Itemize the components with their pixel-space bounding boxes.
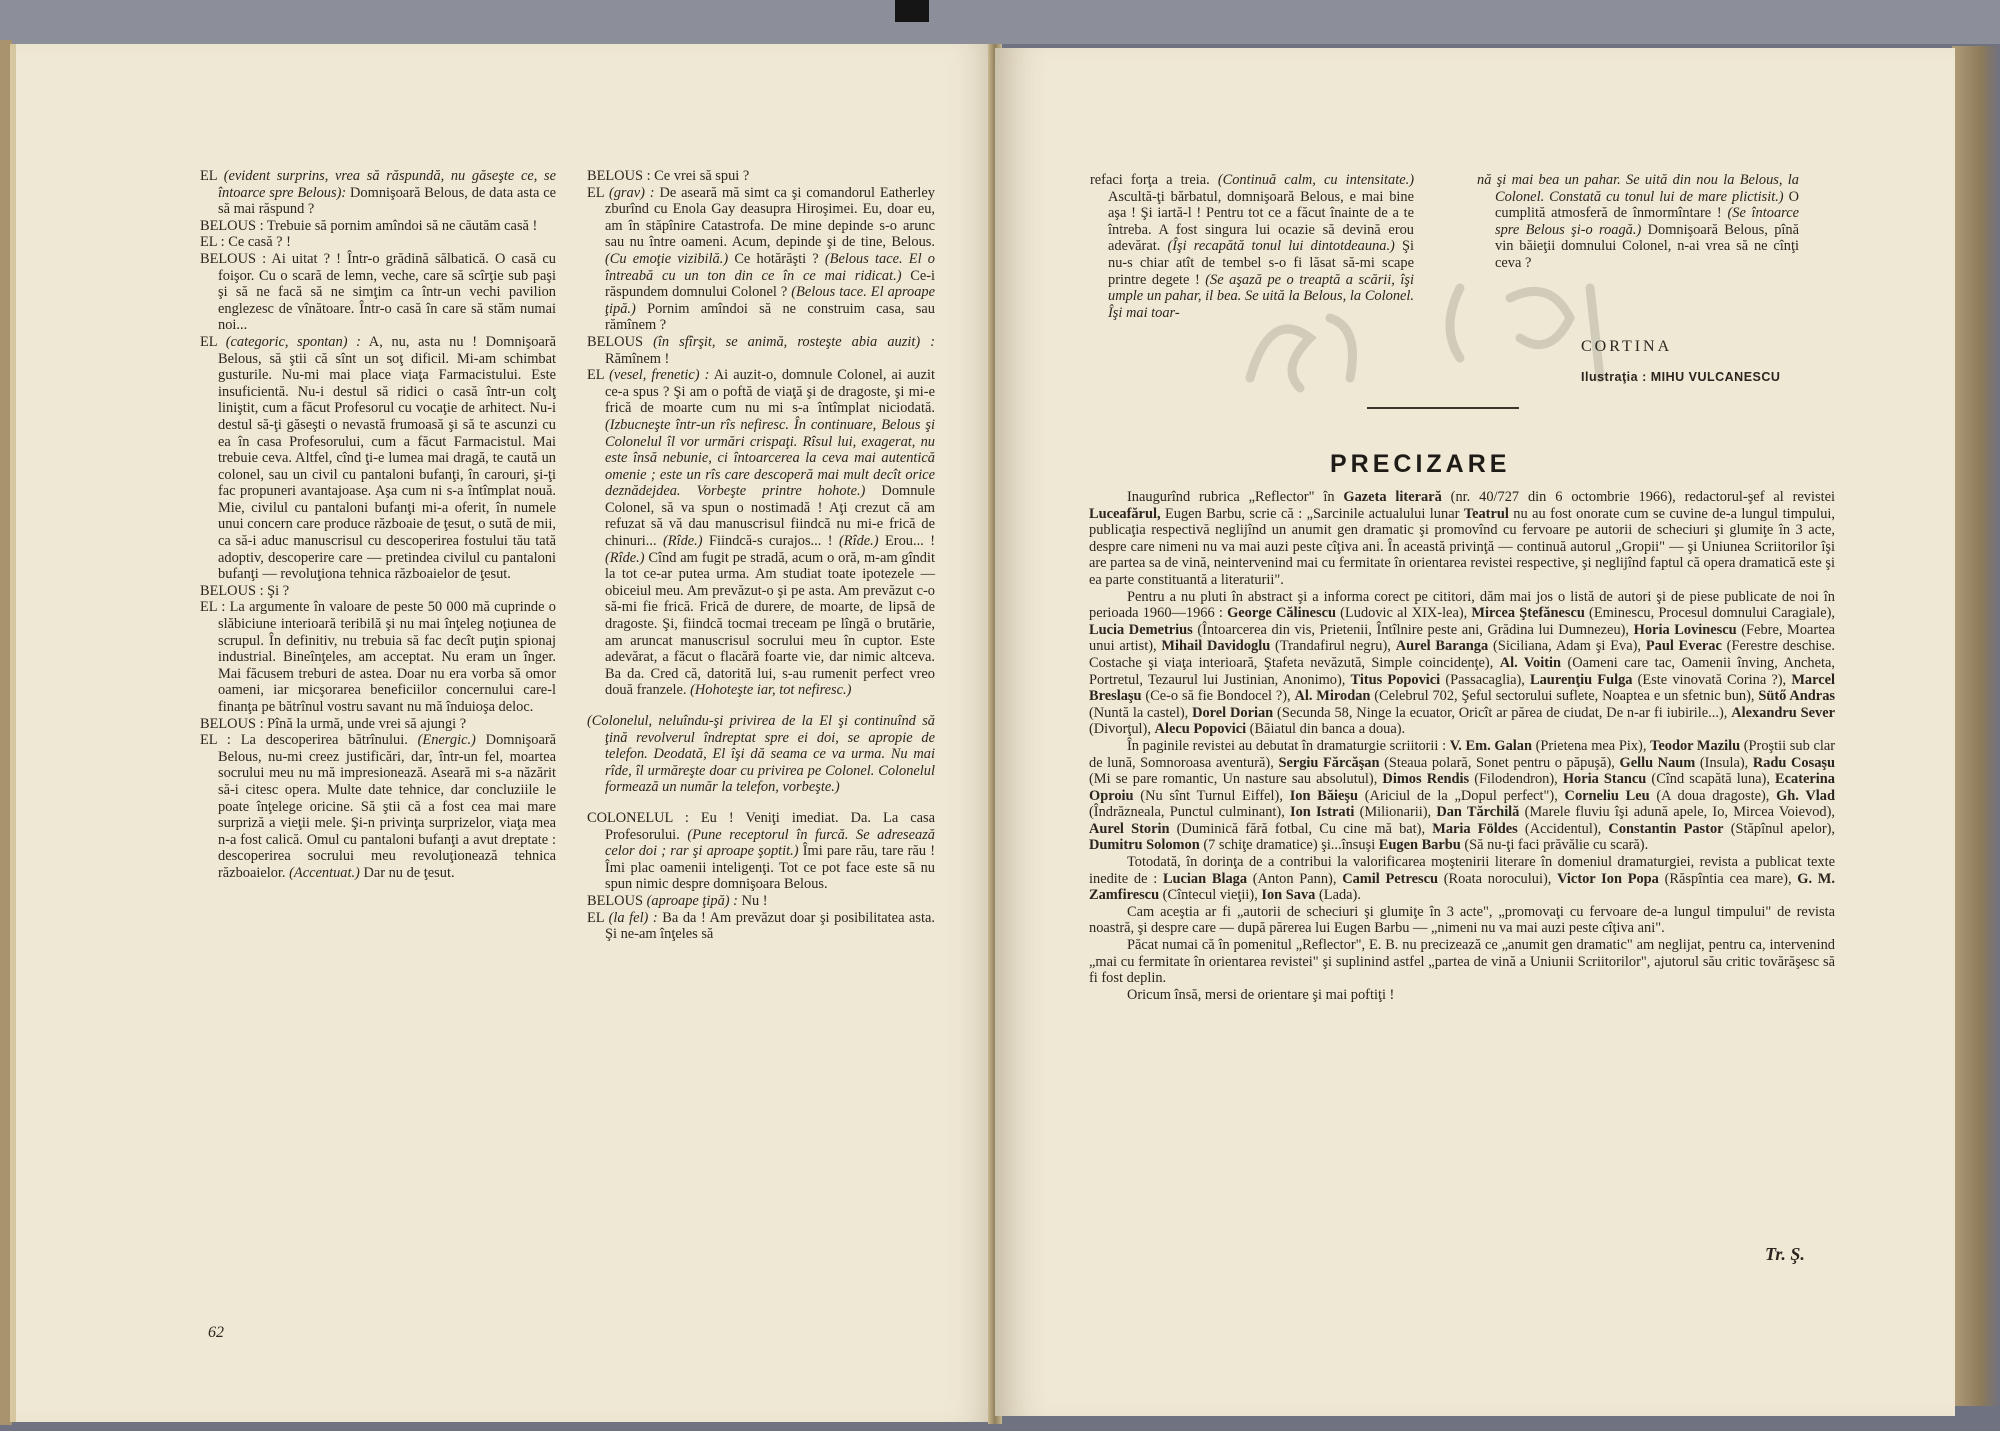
- article-text: nu au fost onorate cum se cuvine de-a lungul timpului, publicaţia respectivă neglijînd un anumit gen dramatic şi promovînd cu fervoare pe autorii de scheciuri şi glumiţe în 3 acte, despre care nimeni nu va mai auzi peste cîţiva ani. În această privinţă — continuă autorul „Gropii" — şi Uniunea Scriitorilor îşi are partea sa de vină, neintervenind mai cu fermitate în orientarea revistei respective, şi neglijînd faptul că opera dramatică este şi ea parte constituantă a literaturii".: [1089, 505, 1835, 588]
- stage-direction: (Accentuat.): [289, 864, 360, 881]
- dialogue-text: Domnişoară Belous, nu-mi creez justificări, dar, într-un fel, moartea socrului meu nu mă impresionează. Aseară mi s-a năzărit să-i citesc opera. Multe date tehnice, dar concluziile le poate înţelege oricine. Să ştii că a fost cea mai mare surpriză a vieţii mele. Şi-n privinţa surprizelor, viaţa mea n-a fost calică. Omul cu pantaloni bufanţi a avut dreptate : descoperirea socrului meu revoluţionează tehnica războaielor.: [218, 732, 557, 881]
- dialogue-text: Dar nu de ţesut.: [359, 864, 455, 881]
- dialogue-paragraph: [587, 713, 935, 796]
- author-name: Mihail Davidoglu: [1161, 638, 1271, 655]
- dialogue-text: Îmi pare rău, tare rău ! Îmi plac oamenii inteligenţi. Tot ce pot face este să nu spun nimic despre domnişoara Belous.: [605, 843, 935, 893]
- author-name: Gellu Naum: [1619, 754, 1696, 771]
- dialogue-text: De aseară mă simt ca şi comandorul Eatherley zburînd cu Enola Gay deasupra Hiroşimei. Eu, doar eu, am în stăpînire Catastrofa. De mine depinde s-o arunc sau nu între oameni. Acum, depinde şi de tine, Belous.: [605, 184, 935, 251]
- article-text: (Cîntecul vieţii),: [1159, 887, 1262, 904]
- author-name: Teatrul: [1463, 505, 1509, 522]
- left-page: [10, 44, 1001, 1422]
- stage-direction: (Hohoteşte iar, tot nefiresc.): [690, 682, 852, 699]
- article-body: [1089, 489, 1835, 1003]
- article-text: (Passacaglia),: [1440, 671, 1531, 688]
- author-name: V. Em. Galan: [1449, 737, 1532, 754]
- article-text: Pentru a nu pluti în abstract şi a informa corect pe cititori, dăm mai jos o listă de autori şi de piese publicate de noi în perioada 1960—1966 :: [1089, 588, 1835, 622]
- author-name: Maria Földes: [1432, 820, 1518, 837]
- right-page-column-1: [1090, 172, 1414, 321]
- author-name: Sütő Andras: [1758, 688, 1835, 705]
- article-text: (Ariciul de la „Dopul perfect"),: [1358, 787, 1565, 804]
- dialogue-paragraph: [200, 168, 556, 218]
- stage-direction: (Îşi recapătă tonul lui dintotdeauna.): [1167, 238, 1395, 255]
- stage-direction: (Se întoarce spre Belous şi-o roagă.): [1495, 205, 1799, 238]
- stage-direction: (Continuă calm, cu intensitate.): [1217, 172, 1414, 188]
- dialogue-text: EL: [200, 168, 224, 184]
- article-paragraph: [1089, 738, 1835, 854]
- article-paragraph: [1089, 489, 1835, 589]
- dialogue-text: Nu !: [737, 892, 768, 909]
- author-name: Eugen Barbu: [1378, 837, 1461, 854]
- dialogue-text: EL: [587, 367, 610, 384]
- article-text: (Să nu-ţi faci prăvălie cu scară).: [1460, 837, 1649, 854]
- article-text: În paginile revistei au debutat în dramaturgie scriitorii :: [1127, 737, 1450, 754]
- dialogue-paragraph: [587, 185, 935, 334]
- author-name: Al. Mirodan: [1294, 688, 1371, 705]
- article-text: (Băiatul din banca a doua).: [1246, 721, 1406, 738]
- author-name: Luceafărul,: [1089, 505, 1161, 522]
- dialogue-text: Domnişoară Belous, pînă vin băieţii domnului Colonel, n-ai vrea să ne cînţi ceva ?: [1495, 221, 1799, 271]
- author-name: Aurel Baranga: [1395, 638, 1489, 655]
- left-page-column-1: [200, 168, 556, 882]
- article-text: (Îndrăzneala, Punctul culminant),: [1089, 804, 1291, 821]
- article-paragraph: [1089, 854, 1835, 904]
- illustration-credit: Ilustraţia : MIHU VULCANESCU: [1581, 370, 1781, 384]
- stage-direction: (la fel) :: [608, 909, 658, 926]
- dialogue-text: EL : Ce casă ? !: [200, 234, 291, 251]
- dialogue-text: Pornim amîndoi să ne construim casa, sau rămînem ?: [605, 300, 935, 334]
- stage-direction: (Izbucneşte într-un rîs nefiresc. În continuare, Belous şi Colonelul îl vor urmări crispaţi. Rîsul lui, exagerat, nu este însă nebunie, ci întoarcerea la ceva mai autentică omenie ; este un rîs care descoperă mai mult decît orice deznădejdea. Vorbeşte printre hohote.): [605, 416, 935, 500]
- article-text: (Marele fluviu îşi adună apele, Io, Mircea Voievod),: [1519, 804, 1836, 821]
- article-text: (Celebrul 702, Şeful sectorului suflete, Noaptea e un sfetnic bun),: [1370, 688, 1759, 705]
- dialogue-paragraph: [587, 810, 935, 893]
- dialogue-text: EL : La descoperirea bătrînului.: [200, 732, 418, 749]
- dialogue-text: A, nu, asta nu ! Domnişoară Belous, să ştii că sînt un soţ dificil. Mi-am schimbat gusturile. Nu-mi mai place viaţa Farmacistului. Este insuficientă. Nu-i destul să ridici o casă într-un colţ liniştit, cum a făcut Profesorul cu vocaţie de arhitect. Nu-i destul să-ţi găseşti o nevastă frumoasă şi să te ascunzi cu ea în casa Profesorului, cum a făcut Farmacistul. Mai trebuie ceva. Altfel, cînd ţi-e lumea mai dragă, te caută un colonel, sau un civil cu pantaloni bufanţi, în carouri, şi-ţi fac propuneri avantajoase. Aşa cum ni s-a întîmplat nouă. Mie, civilul cu pantaloni bufanţi mi-a oferit, în numele unui concern care produce războaie de ţesut, o sută de mii, ca să-i aduc manuscrisul cu descoperirea fostului tău tată adoptiv, descoperire care — pretindea civilul cu pantaloni bufanţi — revoluţiona tehnica războaielor de ţesut.: [218, 333, 556, 583]
- author-name: Dumitru Solomon: [1089, 837, 1200, 854]
- article-text: (Mi se pare romantic, Un nasture sau absolutul),: [1089, 771, 1383, 788]
- author-name: Paul Everac: [1645, 638, 1722, 655]
- dialogue-text: BELOUS: [587, 333, 654, 350]
- dialogue-text: Ce-i răspundem domnului Colonel ?: [605, 267, 936, 301]
- dialogue-paragraph: [200, 218, 556, 235]
- article-text: (Secunda 58, Ninge la ecuator, Oricît ar părea de ciudat, De n-ar fi iubirile...),: [1273, 704, 1732, 721]
- stage-direction: (Rîde.): [839, 533, 879, 550]
- author-name: Ion Istrati: [1290, 804, 1355, 821]
- dialogue-text: BELOUS : Ai uitat ? ! Într-o grădină sălbatică. O casă cu foişor. Cu o scară de lemn, veche, care să scîrţie sub paşi şi să ne facă să ne simţim ca într-un vechi pavilion englezesc de vînătoare. Într-o casă în care să stăm numai noi...: [200, 250, 556, 334]
- author-name: Laurenţiu Fulga: [1530, 671, 1633, 688]
- article-text: Păcat numai că în pomenitul „Reflector", E. B. nu precizează ce „anumit gen dramatic" am neglijat, pentru ca, intervenind „mai cu fermitate în orientarea revistei" şi suplinind astfel „partea de vină a Uniunii Scriitorilor", ajutorul său critic tovărăşesc să fi fost deplin.: [1089, 937, 1835, 987]
- author-name: Corneliu Leu: [1564, 787, 1650, 804]
- dialogue-text: Rămînem !: [605, 350, 670, 367]
- author-name: Victor Ion Popa: [1557, 870, 1659, 887]
- dialogue-text: COLONELUL : Eu ! Veniţi imediat. Da. La casa Profesorului.: [587, 809, 935, 843]
- author-name: Dan Tărchilă: [1436, 804, 1520, 821]
- author-name: Aurel Storin: [1089, 820, 1170, 837]
- dialogue-paragraph: [1477, 172, 1799, 272]
- author-name: Lucian Blaga: [1162, 870, 1248, 887]
- author-name: Titus Popovici: [1350, 671, 1441, 688]
- article-text: (Prietena mea Pix),: [1531, 737, 1651, 754]
- dialogue-text: EL: [200, 333, 226, 350]
- article-text: (Răspîntia cea mare),: [1658, 870, 1798, 887]
- author-name: Constantin Pastor: [1608, 820, 1724, 837]
- right-page-column-2: [1477, 172, 1799, 272]
- stage-direction: (Belous tace. El o întreabă cu un ton din ce în ce mai ridicat.): [605, 250, 935, 284]
- author-name: Dorel Dorian: [1192, 704, 1274, 721]
- article-text: (A doua dragoste),: [1649, 787, 1777, 804]
- dialogue-paragraph: [200, 234, 556, 251]
- article-text: (Insula),: [1695, 754, 1753, 771]
- dialogue-paragraph: [200, 334, 556, 583]
- article-text: (Duminică fără fotbal, Cu cine mă bat),: [1169, 820, 1433, 837]
- left-page-column-2: [587, 168, 935, 943]
- author-name: Camil Petrescu: [1342, 870, 1438, 887]
- author-name: Radu Cosaşu: [1752, 754, 1836, 771]
- dialogue-text: EL: [587, 909, 609, 926]
- article-text: (nr. 40/727 din 6 octombrie 1966), redactorul-şef al revistei: [1441, 489, 1835, 505]
- scan-background: [0, 0, 2000, 44]
- dialogue-text: BELOUS : Trebuie să pornim amîndoi să ne căutăm casă !: [200, 217, 538, 234]
- article-text: (Nu sînt Turnul Eiffel),: [1133, 787, 1290, 804]
- article-text: (Anton Pann),: [1247, 870, 1343, 887]
- stage-direction: (Cu emoţie vizibilă.): [605, 250, 729, 267]
- author-name: Alecu Popovici: [1154, 721, 1247, 738]
- dialogue-text: BELOUS : Şi ?: [200, 582, 290, 599]
- dialogue-text: Domnişoară Belous, de data asta ce să mai răspund ?: [218, 184, 556, 218]
- article-text: (Siciliana, Adam şi Eva),: [1488, 638, 1646, 655]
- article-text: (Accidentul),: [1517, 820, 1609, 837]
- author-name: Sergiu Fărcăşan: [1278, 754, 1380, 771]
- article-text: (Filodendron),: [1469, 771, 1563, 788]
- author-name: G. M. Zamfirescu: [1089, 870, 1835, 904]
- dialogue-text: Fiindcă-s curajos... !: [702, 533, 839, 550]
- article-text: (Este vinovată Corina ?),: [1632, 671, 1792, 688]
- article-paragraph: [1089, 589, 1835, 738]
- article-text: (Lada).: [1315, 887, 1361, 904]
- stage-direction: (categoric, spontan) :: [225, 333, 361, 350]
- section-title: PRECIZARE: [1330, 450, 1511, 478]
- dialogue-text: EL : La argumente în valoare de peste 50 000 mă cuprinde o slăbiciune interioară teribilă şi nu mai înţeleg noţiunea de scrupul. În definitiv, nu trebuia să fac decît puţin spionaj industrial. Bineînţeles, am acceptat. Nu eram un înger. Mai făcusem treburi de astea. Doar nu era vorba să omor oameni, iar micşorarea beneficiilor concernului care-l finanţa pe bătrînul vostru savant nu mă înduioşa deloc.: [200, 599, 556, 715]
- dialogue-text: Ce hotărăşti ?: [728, 250, 825, 267]
- article-text: (Oameni care tac, Oamenii înving, Ancheta, Portretul, Tezaurul lui Justinian, Anonimo),: [1089, 654, 1835, 688]
- article-text: (7 schiţe dramatice) şi...însuşi: [1199, 837, 1379, 854]
- author-name: Ion Sava: [1261, 887, 1316, 904]
- article-text: (Ce-o să fie Bondocel ?),: [1141, 688, 1295, 705]
- dialogue-paragraph: [200, 599, 556, 715]
- article-text: (Nuntă la castel),: [1089, 704, 1193, 721]
- dialogue-text: BELOUS : Ce vrei să spui ?: [587, 168, 750, 184]
- author-signature: Tr. Ş.: [1765, 1244, 1805, 1264]
- right-page: [995, 48, 1955, 1416]
- article-text: (Întoarcerea din vis, Prietenii, Întîlnire peste ani, Grădina lui Dumnezeu),: [1192, 621, 1634, 638]
- scan-clip: [895, 0, 929, 22]
- article-text: (Cînd scapătă luna),: [1646, 771, 1776, 788]
- author-name: Gazeta literară: [1343, 489, 1442, 505]
- stage-direction: (Colonelul, neluîndu-şi privirea de la El şi continuînd să ţină revolverul îndreptat spre ei doi, se apropie de telefon. Deodată, El îşi dă seama ce va urma. Nu mai rîde, îl urmăreşte doar cu privirea pe Colonel. Colonelul formează un număr la telefon, vorbeşte.): [587, 713, 935, 796]
- article-paragraph: [1089, 904, 1835, 937]
- article-text: (Trandafirul negru),: [1270, 638, 1396, 655]
- article-text: Oricum însă, mersi de orientare şi mai poftiţi !: [1127, 986, 1395, 1003]
- author-name: George Călinescu: [1227, 605, 1336, 622]
- dialogue-paragraph: [587, 893, 935, 910]
- dialogue-text: refaci forţa a treia.: [1090, 172, 1218, 188]
- author-name: Teodor Mazilu: [1650, 737, 1741, 754]
- author-name: Ecaterina Oproiu: [1089, 771, 1835, 804]
- dialogue-paragraph: [200, 716, 556, 733]
- dialogue-paragraph: [1090, 172, 1414, 321]
- author-name: Gh. Vlad: [1776, 787, 1835, 804]
- dialogue-paragraph: [200, 251, 556, 334]
- article-text: (Eminescu, Procesul domnului Caragiale),: [1584, 605, 1835, 622]
- stage-direction: (Rîde.): [663, 533, 703, 550]
- section-divider: [1367, 407, 1519, 409]
- dialogue-paragraph: [200, 583, 556, 600]
- article-text: Cam aceştia ar fi „autorii de scheciuri şi glumiţe în 3 acte", „promovaţi cu fervoare de-a lungul timpului" de revista noastră, şi despre care — după părerea lui Eugen Barbu — „nimeni nu va mai auzi peste cîţiva ani".: [1089, 903, 1835, 937]
- dialogue-paragraph: [587, 910, 935, 943]
- stage-direction: (Se aşază pe o treaptă a scării, îşi umple un pahar, il bea. Se uită la Belous, la Colonel. Îşi mai toar-: [1108, 271, 1414, 321]
- article-text: (Proştii sub clar de lună, Somnoroasa aventură),: [1089, 737, 1836, 771]
- article-text: (Roata norocului),: [1437, 870, 1558, 887]
- article-text: (Milionarii),: [1354, 804, 1437, 821]
- article-paragraph: [1089, 987, 1835, 1004]
- dialogue-text: Ba da ! Am prevăzut doar şi posibilitatea asta. Şi ne-am înţeles să: [605, 909, 935, 943]
- article-text: Inaugurînd rubrica „Reflector" în: [1127, 489, 1344, 505]
- article-text: (Ludovic al XIX-lea),: [1335, 605, 1472, 622]
- dialogue-text: Ascultă-ţi bărbatul, domnişoară Belous, e mai bine aşa ! Şi iartă-l ! Pentru tot ce a făcut înainte de a te întreba. A fost singura lui ocazie să devină erou adevărat.: [1108, 188, 1414, 255]
- article-text: Totodată, în dorinţa de a contribui la valorificarea moştenirii literare în domeniul dramaturgiei, revista a publicat texte inedite de :: [1089, 854, 1835, 887]
- dialogue-paragraph: [587, 168, 935, 185]
- curtain-cue: CORTINA: [1581, 338, 1673, 355]
- stage-direction: (grav) :: [608, 184, 655, 201]
- stage-direction: (Belous tace. El aproape ţipă.): [605, 284, 936, 317]
- author-name: Marcel Breslaşu: [1089, 671, 1835, 705]
- author-name: Alexandru Sever: [1731, 704, 1836, 721]
- dialogue-paragraph: [587, 334, 935, 367]
- article-text: (Febre, Moartea unui artist),: [1089, 621, 1835, 655]
- stage-direction: (aproape ţipă) :: [646, 892, 738, 909]
- dialogue-text: Domnule Colonel, să va spun o nostimadă ! Aţi crezut că am refuzat să vă dau manuscrisul fiindcă nu mi-e frică de chinuri...: [605, 483, 935, 550]
- stage-direction: (în sfîrşit, se animă, rosteşte abia auzit) :: [653, 333, 935, 350]
- page-number: 62: [208, 1324, 224, 1341]
- dialogue-text: Cînd am fugit pe stradă, acum o oră, m-am gîndit la tot ce-ar putea urma. Am studiat toate ipotezele — obiceiul meu. Am prevăzut-o şi pe asta. Am prevăzut c-o să-mi fie frică. Frică de durere, de moarte, de lipsă de dragoste. Şi, fiindcă tocmai treceam pe lîngă o brutărie, am aruncat manuscrisul socrului meu în cuptor. Este adevărat, a făcut o flacără foarte vie, dar nimic altceva. Ba da. Cred că, datorită lui, s-au rumenit perfect vreo două franzele.: [605, 549, 935, 699]
- article-text: (Stăpînul apelor),: [1723, 820, 1836, 837]
- stage-direction: (Rîde.): [605, 549, 645, 566]
- book-edge-right: [1952, 46, 2000, 1406]
- article-paragraph: [1089, 937, 1835, 987]
- stage-direction: nă şi mai bea un pahar. Se uită din nou la Belous, la Colonel. Constată cu tonul lui de mare plictisit.): [1477, 172, 1799, 205]
- author-name: Ion Băieşu: [1289, 787, 1359, 804]
- article-text: (Ferestre deschise. Costache şi viaţa interioară, Ştafeta nevăzută, Simple coincidenţe),: [1089, 638, 1835, 671]
- stage-direction: (Pune receptorul în furcă. Se adresează celor doi ; rar şi aproape şoptit.): [605, 826, 936, 860]
- stage-direction: (Energic.): [417, 732, 476, 749]
- author-name: Mircea Ştefănescu: [1471, 605, 1585, 622]
- author-name: Horia Stancu: [1562, 771, 1647, 788]
- author-name: Lucia Demetrius: [1089, 621, 1193, 638]
- dialogue-paragraph: [587, 367, 935, 699]
- author-name: Al. Voitin: [1499, 654, 1561, 671]
- dialogue-paragraph: [200, 732, 556, 881]
- dialogue-text: EL: [587, 184, 609, 201]
- dialogue-text: Şi nu-s chiar atît de tembel s-o fi lăsat să-mi scape printre degete !: [1108, 238, 1414, 288]
- article-text: (Divorţul),: [1089, 721, 1155, 738]
- dialogue-text: BELOUS : Pînă la urmă, unde vrei să ajungi ?: [200, 715, 467, 732]
- dialogue-text: Ai auzit-o, domnule Colonel, ai auzit ce-a spus ? Şi am o poftă de viaţă şi de dragoste, şi mi-e frică de moarte cum nu mi s-a întîmplat niciodată.: [605, 367, 935, 417]
- article-text: (Steaua polară, Sonet pentru o păpuşă),: [1379, 754, 1620, 771]
- author-name: Dimos Rendis: [1382, 771, 1470, 788]
- author-name: Horia Lovinescu: [1633, 621, 1737, 638]
- stage-direction: (evident surprins, vrea să răspundă, nu găseşte ce, se întoarce spre Belous):: [218, 168, 556, 201]
- stage-direction: (vesel, frenetic) :: [609, 367, 710, 384]
- article-text: Eugen Barbu, scrie că : „Sarcinile actualului lunar: [1160, 505, 1464, 522]
- dialogue-text: Erou... !: [878, 533, 935, 550]
- dialogue-text: BELOUS: [587, 892, 647, 909]
- dialogue-text: O cumplită atmosferă de înmormîntare !: [1495, 188, 1799, 222]
